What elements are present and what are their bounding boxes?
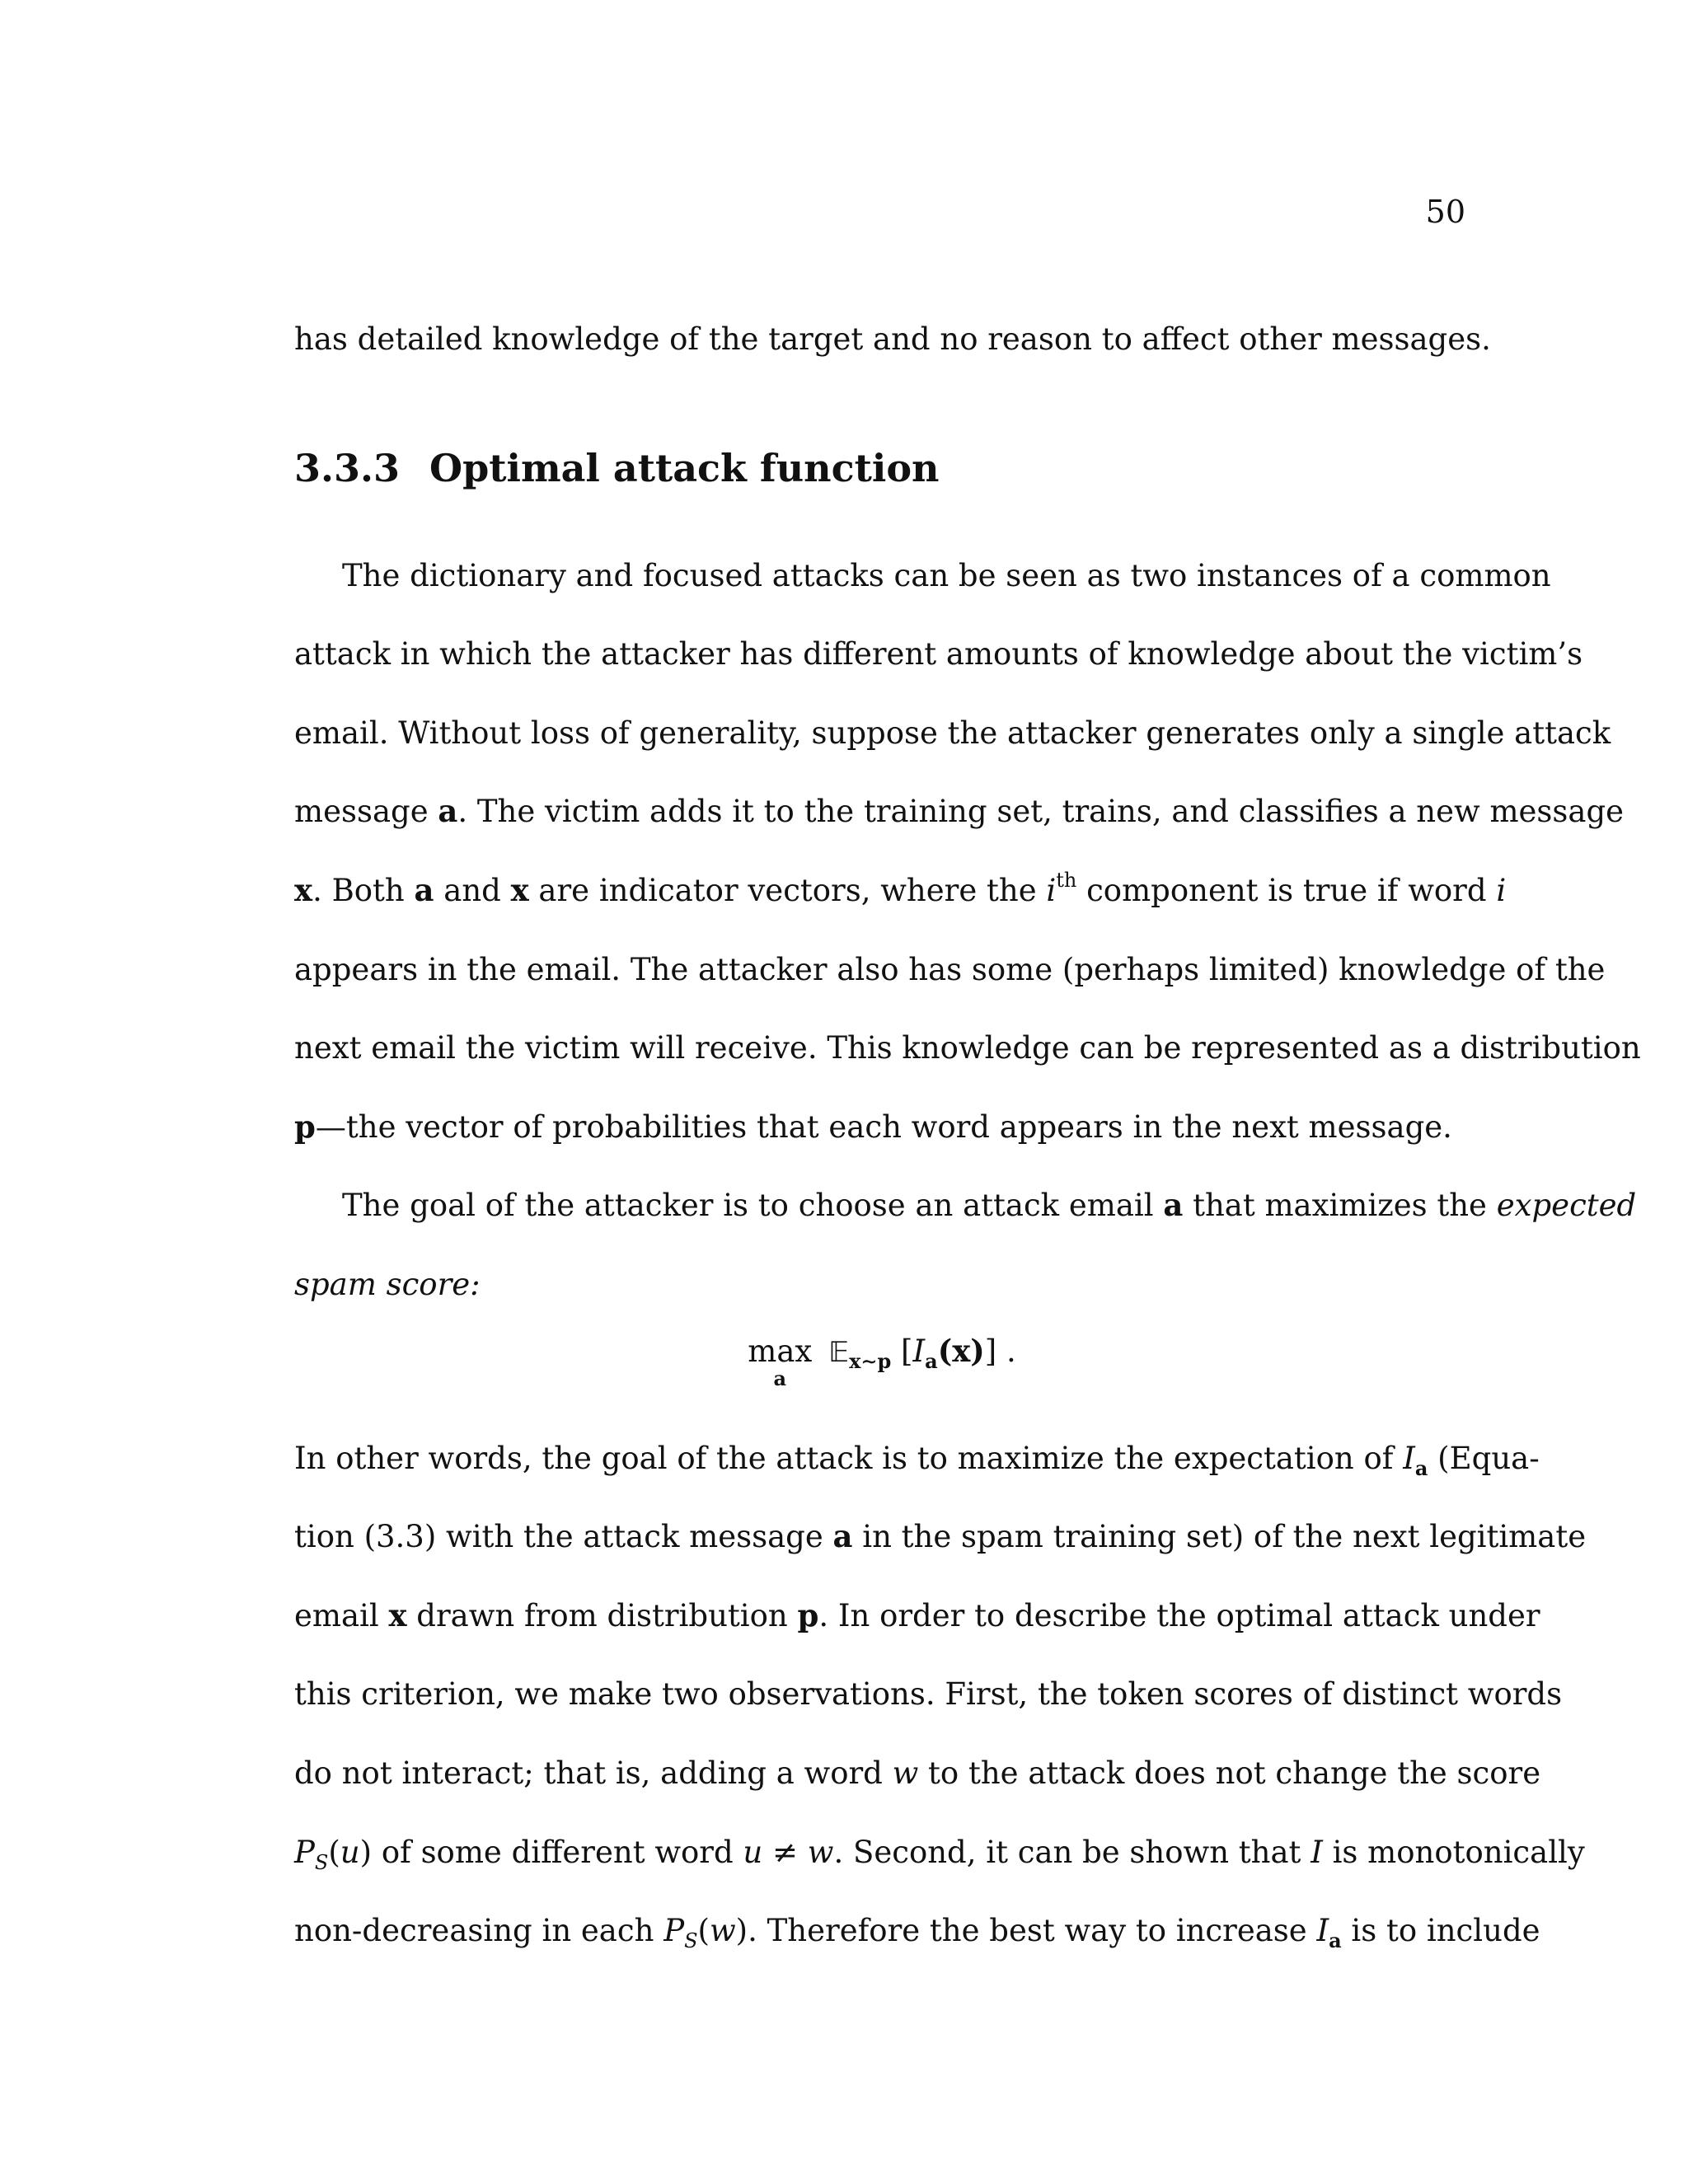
page-number: 50 xyxy=(1425,194,1465,230)
paragraph-3 xyxy=(294,1419,1587,1971)
section-number: 3.3.3 xyxy=(294,445,401,490)
bracket-open: [ xyxy=(891,1333,913,1369)
intro-line: has detailed knowledge of the target and no reason to affect other messages. xyxy=(294,321,1491,357)
text: email xyxy=(294,1597,389,1633)
max-label: max xyxy=(748,1333,813,1369)
text: is monotonically xyxy=(1322,1834,1585,1870)
indicator-I: I xyxy=(1316,1913,1329,1949)
var-P: P xyxy=(294,1834,315,1870)
var-i: i xyxy=(1496,872,1507,908)
vector-x: x xyxy=(294,871,313,908)
text: ( xyxy=(328,1834,340,1870)
vector-p: p xyxy=(294,1108,316,1145)
p1-line-4 xyxy=(294,772,1625,851)
equation xyxy=(294,1324,1470,1419)
indicator-I: I xyxy=(1403,1440,1415,1476)
var-u: u xyxy=(743,1834,763,1870)
page-body xyxy=(294,300,1641,1971)
p3-line-4: this criterion, we make two observations. First, the token scores of distinct words xyxy=(294,1676,1563,1713)
vector-a: a xyxy=(832,1518,853,1555)
expectation-subscript: x∼p xyxy=(849,1348,892,1373)
p3-line-7 xyxy=(294,1891,1540,1971)
text: ( xyxy=(697,1913,710,1949)
p3-line-5 xyxy=(294,1734,1541,1813)
text: are indicator vectors, where the xyxy=(528,872,1047,908)
text: do not interact; that is, adding a word xyxy=(294,1755,893,1791)
text: The goal of the attacker is to choose an attack email xyxy=(342,1188,1164,1224)
p1-line-7: next email the victim will receive. This knowledge can be represented as a distribution xyxy=(294,1030,1641,1066)
text: and xyxy=(434,872,511,908)
var-w: w xyxy=(892,1755,919,1791)
max-subscript: a xyxy=(773,1366,787,1390)
text: . In order to describe the optimal attack under xyxy=(818,1597,1540,1633)
indicator-subscript: a xyxy=(1329,1929,1342,1953)
text: . Second, it can be shown that xyxy=(833,1834,1311,1870)
section-title: Optimal attack function xyxy=(429,445,940,490)
p1-line-1: The dictionary and focused attacks can be seen as two instances of a common xyxy=(342,557,1551,593)
p3-line-1 xyxy=(294,1419,1540,1498)
var-i: i xyxy=(1046,872,1057,908)
text: component is true if word xyxy=(1076,872,1497,908)
p3-line-6 xyxy=(294,1813,1585,1892)
p3-line-2 xyxy=(294,1497,1587,1577)
vector-a: a xyxy=(414,871,434,908)
text: . Both xyxy=(312,872,415,908)
text: that maximizes the xyxy=(1183,1188,1497,1224)
subscript-S: S xyxy=(684,1929,698,1953)
vector-x: x xyxy=(388,1596,407,1633)
emphasis-expected: expected xyxy=(1496,1188,1637,1224)
var-w: w xyxy=(709,1913,736,1949)
text: is to include xyxy=(1341,1913,1540,1949)
indicator-subscript: a xyxy=(1414,1455,1428,1480)
text: message xyxy=(294,794,438,830)
text: drawn from distribution xyxy=(406,1597,798,1633)
text: In other words, the goal of the attack is to maximize the expectation of xyxy=(294,1440,1404,1476)
bracket-close: ] . xyxy=(984,1333,1016,1369)
p3-line-3 xyxy=(294,1577,1540,1656)
p1-line-8 xyxy=(294,1088,1470,1167)
text: (Equa- xyxy=(1428,1440,1540,1476)
p1-line-3: email. Without loss of generality, suppose the attacker generates only a single attack xyxy=(294,715,1611,751)
paragraph-2 xyxy=(294,1166,1637,1324)
vector-x: x xyxy=(510,871,529,908)
var-u: u xyxy=(340,1834,360,1870)
subscript-S: S xyxy=(314,1850,329,1874)
text: non-decreasing in each xyxy=(294,1913,664,1949)
p2-line-2: spam score: xyxy=(294,1266,481,1302)
p1-line-2: attack in which the attacker has different amounts of knowledge about the victim’s xyxy=(294,636,1583,673)
text: in the spam training set) of the next legitimate xyxy=(852,1519,1587,1555)
indicator-I: I xyxy=(912,1333,926,1369)
p1-line-6: appears in the email. The attacker also has some (perhaps limited) knowledge of the xyxy=(294,951,1606,987)
p1-line-5 xyxy=(294,851,1507,930)
equation-body xyxy=(748,1332,1016,1390)
var-w: w xyxy=(807,1834,834,1870)
text: tion (3.3) with the attack message xyxy=(294,1519,833,1555)
text: to the attack does not change the score xyxy=(918,1755,1541,1791)
superscript-th: th xyxy=(1056,868,1077,892)
text: . The victim adds it to the training set, trains, and classifies a new message xyxy=(457,794,1625,830)
text: —the vector of probabilities that each word appears in the next message. xyxy=(315,1108,1452,1145)
vector-a: a xyxy=(1163,1187,1184,1224)
paragraph-1 xyxy=(294,537,1641,1167)
p2-line-1 xyxy=(294,1166,1637,1245)
section-heading xyxy=(294,445,1470,490)
indicator-subscript: a xyxy=(925,1348,938,1373)
vector-p: p xyxy=(797,1596,819,1633)
indicator-argument: (x) xyxy=(937,1332,985,1369)
expectation-symbol: 𝔼 xyxy=(828,1335,850,1369)
vector-a: a xyxy=(438,793,458,830)
not-equal-sign: ≠ xyxy=(762,1834,808,1870)
var-I: I xyxy=(1311,1834,1323,1870)
text: ). Therefore the best way to increase xyxy=(735,1913,1317,1949)
max-operator xyxy=(748,1333,813,1390)
text: ) of some different word xyxy=(359,1834,743,1870)
var-P: P xyxy=(663,1913,685,1949)
